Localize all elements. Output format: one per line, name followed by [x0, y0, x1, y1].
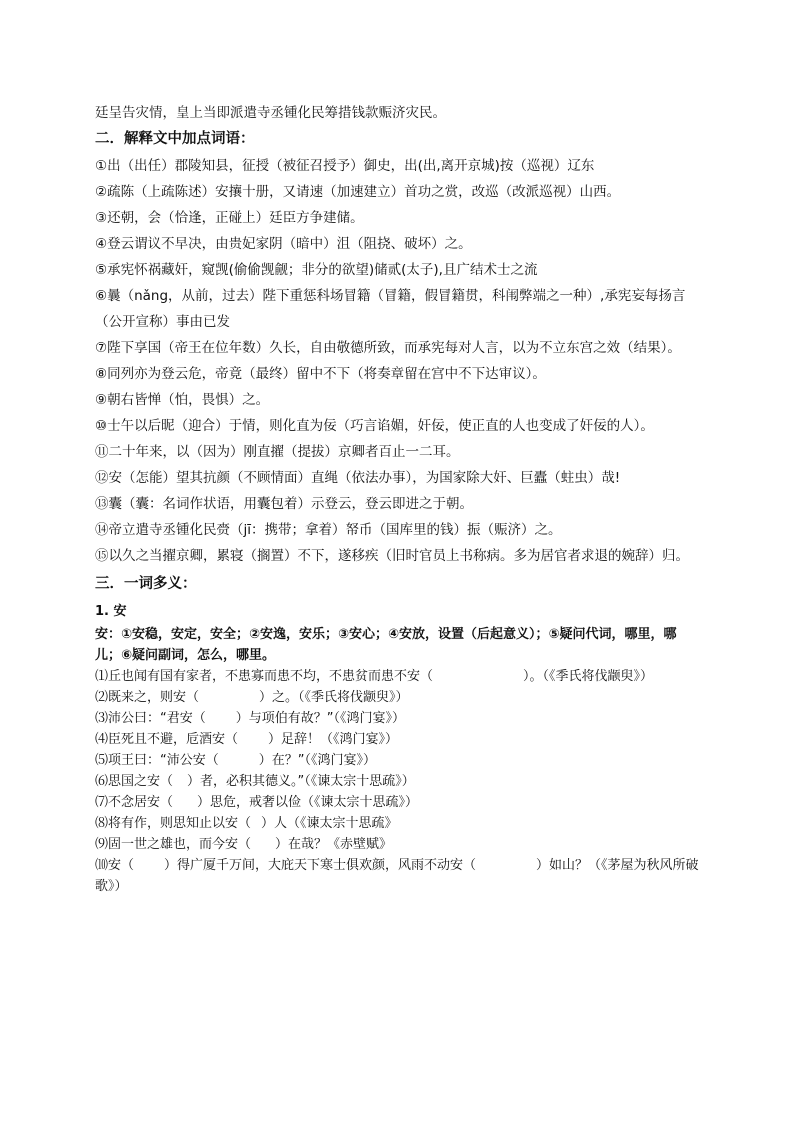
exercise-item — [95, 687, 699, 708]
exercise-item — [95, 834, 699, 855]
exercise-text: ⑸项王曰：“沛公安（ — [95, 753, 219, 768]
annotation-entry: ⑪二十年来，以（因为）刚直擢（提拔）京卿者百止一二耳。 — [95, 444, 460, 460]
exercise-text: ⑴丘也闻有国有家者，不患寡而患不均，不患贫而患不安（ — [95, 669, 434, 684]
section-3-subhead: 1. 安 — [95, 604, 127, 619]
annotation-entry: ⑫安（怎能）望其抗颜（不顾情面）直绳（依法办事），为国家除大奸、巨蠹（蛀虫）哉! — [95, 470, 621, 486]
section-3-items — [95, 666, 699, 897]
exercise-item — [95, 729, 699, 750]
exercise-item — [95, 792, 699, 813]
exercise-text: ）者，必积其德义。”（《谏太宗十思疏》） — [187, 774, 415, 789]
annotation-entry: ⑭帝立遣寺丞锺化民赍（jī：携带；拿着）帑币（国库里的钱）振（赈济）之。 — [95, 522, 562, 538]
exercise-text: ⑵既来之，则安（ — [95, 690, 200, 705]
exercise-item — [95, 813, 699, 834]
exercise-item — [95, 750, 699, 771]
intro-line: 廷呈告灾情，皇上当即派遣寺丞锺化民筹措钱款赈济灾民。 — [95, 105, 446, 121]
exercise-text: ⑶沛公曰：“君安（ — [95, 711, 206, 726]
exercise-text: ）如山？（《茅屋为秋风所破歌》） — [95, 858, 699, 894]
section-2-title: 二．解释文中加点词语： — [95, 131, 255, 147]
exercise-item — [95, 666, 699, 687]
annotation-entry: ⑮以久之当擢京卿，累寝（搁置）不下，遂移疾（旧时官员上书称病。多为居官者求退的婉辞）归。 — [95, 548, 689, 564]
annotation-entry: ⑥曩（nǎng，从前，过去）陛下重惩科场冒籍（冒籍，假冒籍贯，科闱弊端之一种）,承宪妄每扬言（公开宣称）事由已发 — [95, 288, 686, 330]
exercise-text: ）在哉？《赤壁赋》 — [275, 837, 393, 852]
exercise-text: ⑹思国之安（ — [95, 774, 174, 789]
exercise-text: ）得广厦千万间，大庇天下寒士俱欢颜，风雨不动安（ — [164, 858, 477, 873]
exercise-text: ）与项伯有故？”（《鸿门宴》） — [235, 711, 405, 726]
exercise-item — [95, 708, 699, 729]
annotation-entry: ⑬囊（囊：名词作状语，用囊包着）示登云，登云即进之于朝。 — [95, 496, 473, 512]
annotation-entry: ⑦陛下享国（帝王在位年数）久长，自由敬德所致，而承宪每对人言，以为不立东宫之效（结果）。 — [95, 340, 681, 356]
document-page — [95, 100, 699, 897]
annotation-entry: ②疏陈（上疏陈述）安攘十册，又请速（加速建立）首功之赏，改巡（改派巡视）山西。 — [95, 184, 621, 200]
exercise-text: ⑺不念居安（ — [95, 795, 174, 810]
exercise-text: ⑼固一世之雄也，而今安（ — [95, 837, 252, 852]
exercise-text: ）之。（《季氏将伐颛臾》） — [259, 690, 409, 705]
annotation-entry: ③还朝，会（恰逢，正碰上）廷臣方争建储。 — [95, 210, 364, 226]
annotation-entry: ④登云谓议不早决，由贵妃家阴（暗中）沮（阻挠、破坏）之。 — [95, 236, 472, 252]
exercise-text: ⑷臣死且不避，卮酒安（ — [95, 732, 239, 747]
annotation-entry: ⑩士午以后昵（迎合）于情，则化直为佞（巧言谄媚，奸佞，使正直的人也变成了奸佞的人）。 — [95, 418, 654, 434]
exercise-text: ⑽安（ — [95, 858, 135, 873]
exercise-text: ）思危，戒奢以俭（《谏太宗十思疏》） — [197, 795, 419, 810]
exercise-item — [95, 771, 699, 792]
section-2-entries — [95, 153, 699, 569]
exercise-text: ）。（《季氏将伐颛臾》） — [523, 669, 654, 684]
annotation-entry: ⑤承宪怀祸藏奸，窥觊(偷偷觊觎；非分的欲望)储贰(太子),且广结术士之流 — [95, 262, 538, 278]
annotation-entry: ①出（出任）郡陵知县，征授（被征召授予）御史，出(出,离开京城)按（巡视）辽东 — [95, 158, 595, 174]
exercise-text: ）足辞！（《鸿门宴》） — [268, 732, 399, 747]
section-3-title: 三．一词多义： — [95, 576, 197, 592]
exercise-text: ⑻将有作，则思知止以安（ — [95, 816, 252, 831]
annotation-entry: ⑧同列亦为登云危，帝竟（最终）留中不下（将奏章留在宫中不下达审议）。 — [95, 366, 546, 382]
exercise-text: ）在？”（《鸿门宴》） — [258, 753, 376, 768]
annotation-entry: ⑨朝右皆惮（怕，畏惧）之。 — [95, 392, 270, 408]
exercise-text: ）人（《谏太宗十思疏》 — [261, 816, 398, 831]
section-3-definitions: 安：①安稳，安定，安全；②安逸，安乐；③安心；④安放，设置（后起意义）；⑤疑问代词，哪里，哪儿；⑥疑问副词，怎么，哪里。 — [95, 627, 677, 663]
exercise-item — [95, 855, 699, 897]
